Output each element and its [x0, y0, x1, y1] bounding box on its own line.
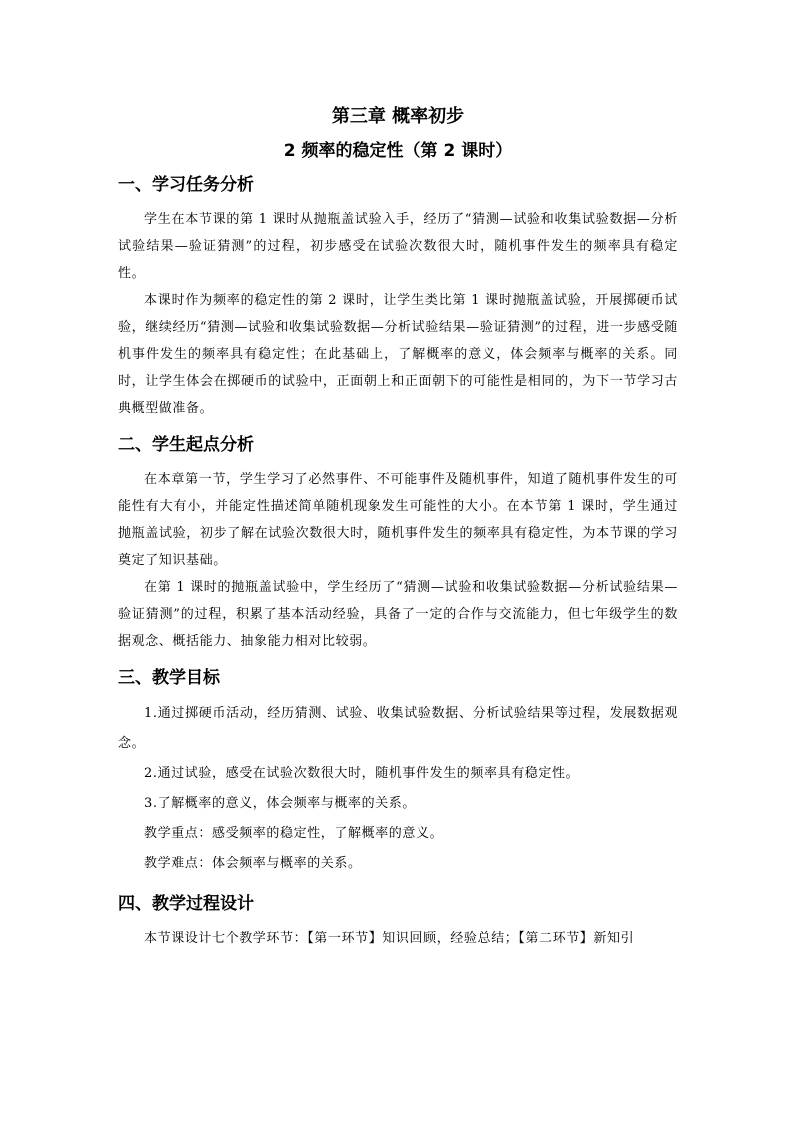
paragraph: 本课时作为频率的稳定性的第 2 课时，让学生类比第 1 课时抛瓶盖试验，开展掷硬币试验，继续经历“猜测—试验和收集试验数据—分析试验结果—验证猜测”的过程，进一步感受随机事件发生的频率具有稳定性；在此基础上，了解概率的意义，体会频率与概率的关系。同时，让学生体会在掷硬币的试验中，正面朝上和正面朝下的可能性是相同的，为下一节学习古典概型做准备。 — [118, 293, 678, 416]
section-heading: 四、教学过程设计 — [118, 894, 254, 914]
lesson-title: 2 频率的稳定性（第 2 课时） — [283, 141, 513, 161]
chapter-title: 第三章 概率初步 — [331, 106, 465, 127]
goal-item: 1.通过掷硬币活动，经历猜测、试验、收集试验数据、分析试验结果等过程，发展数据观念。 — [118, 706, 678, 751]
paragraph: 在第 1 课时的抛瓶盖试验中，学生经历了“猜测—试验和收集试验数据—分析试验结果—验证猜测”的过程，积累了基本活动经验，具备了一定的合作与交流能力，但七年级学生的数据观念、概括能力、抽象能力相对比较弱。 — [118, 580, 678, 649]
section-student-analysis — [118, 430, 678, 655]
section-task-analysis — [118, 170, 678, 422]
section-teaching-goals — [118, 663, 678, 879]
paragraph: 学生在本节课的第 1 课时从抛瓶盖试验入手，经历了“猜测—试验和收集试验数据—分析试验结果—验证猜测”的过程，初步感受在试验次数很大时，随机事件发生的频率具有稳定性。 — [118, 212, 678, 281]
teaching-key-point: 教学重点：感受频率的稳定性，了解概率的意义。 — [144, 826, 444, 841]
goal-item: 3.了解概率的意义，体会频率与概率的关系。 — [144, 796, 417, 811]
goal-item: 2.通过试验，感受在试验次数很大时，随机事件发生的频率具有稳定性。 — [144, 766, 580, 781]
paragraph: 本节课设计七个教学环节：【第一环节】知识回顾，经验总结；【第二环节】新知引 — [144, 931, 635, 946]
teaching-difficulty: 教学难点：体会频率与概率的关系。 — [144, 856, 362, 871]
section-heading: 二、学生起点分析 — [118, 435, 254, 455]
section-heading: 三、教学目标 — [118, 668, 220, 688]
paragraph: 在本章第一节，学生学习了必然事件、不可能事件及随机事件，知道了随机事件发生的可能性有大有小，并能定性描述简单随机现象发生可能性的大小。在本节第 1 课时，学生通过抛瓶盖试验，初步了解在试验次数很大时，随机事件发生的频率具有稳定性，为本节课的学习奠定了知识基础。 — [118, 472, 678, 568]
section-heading: 一、学习任务分析 — [118, 175, 254, 195]
document-body — [118, 100, 678, 952]
section-process-design — [118, 889, 678, 952]
